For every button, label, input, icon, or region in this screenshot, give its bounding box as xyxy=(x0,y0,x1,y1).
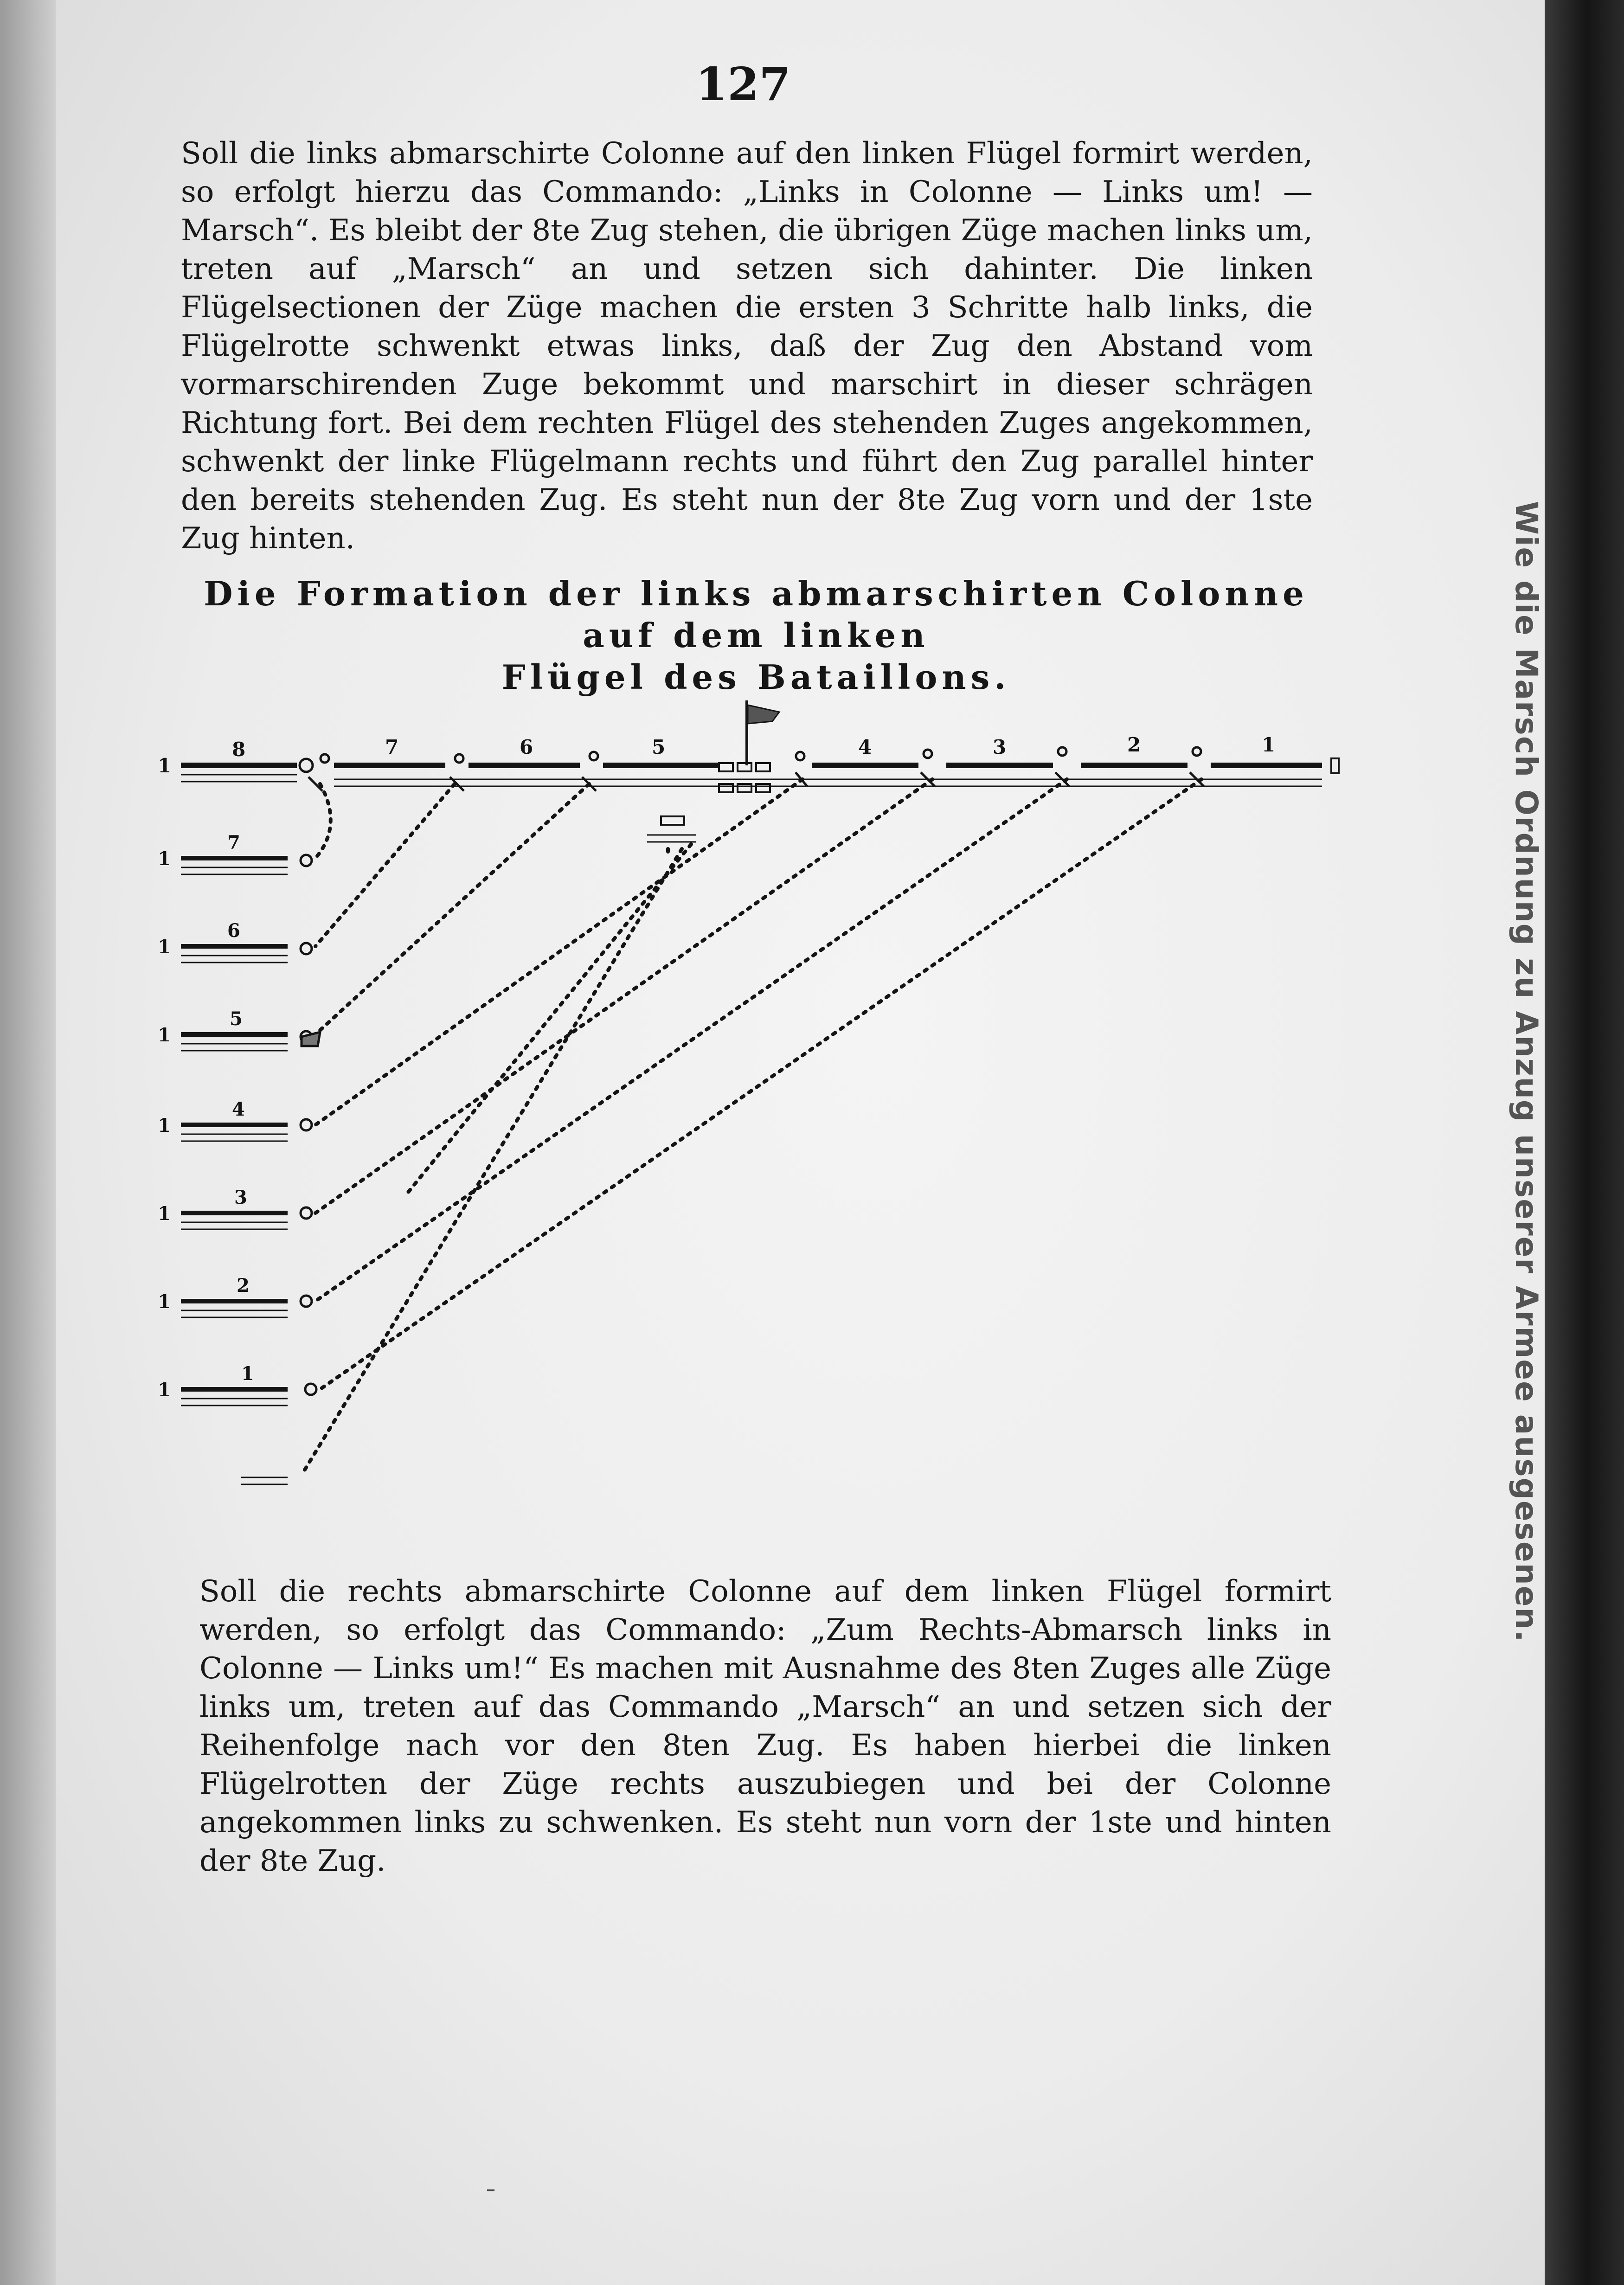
color-guard-flag xyxy=(647,700,779,842)
formation-diagram xyxy=(148,687,1401,1545)
page-speck xyxy=(487,2189,494,2191)
paragraph-2: Soll die rechts abmarschirte Colonne auf dem linken Flügel formirt werden, so erfolgt das Commando: „Zum Rechts-Abmarsch links in Colonne — Links um!“ Es machen mit Ausnahme des 8ten Zuges alle Züge links um, treten auf das Commando „Marsch“ an und setzen sich der Reihenfolge nach vor den 8ten Zug. Es haben hierbei die linken Flügelrotten der Züge rechts auszubiegen und bei der Colonne angekommen links zu schwenken. Es steht nun vorn der 1ste und hinten der 8te Zug. xyxy=(199,1574,1331,1878)
row-marker-3: 1 xyxy=(158,1203,171,1225)
top-number-6: 6 xyxy=(520,736,533,758)
bleed-through-side-text xyxy=(1508,501,1545,1647)
column-number-1: 1 xyxy=(241,1363,254,1385)
book-page xyxy=(56,0,1545,2285)
top-number-7: 7 xyxy=(385,736,399,758)
top-number-5: 5 xyxy=(652,736,666,758)
page-number: 127 xyxy=(696,58,791,111)
column-number-6: 6 xyxy=(227,920,240,942)
row-marker-6: 1 xyxy=(158,936,171,958)
side-text-faded: Wie die Marsch Ordnung zu Anzug unserer Armee ausgesenen. xyxy=(1508,501,1544,1643)
column-number-7: 7 xyxy=(227,832,240,854)
row-marker-5: 1 xyxy=(158,1024,171,1046)
row-marker-top: 1 xyxy=(158,754,172,777)
row-marker-7: 1 xyxy=(158,848,171,870)
row-marker-2: 1 xyxy=(158,1291,171,1313)
top-number-1: 1 xyxy=(1262,733,1276,756)
top-number-4: 4 xyxy=(858,736,872,758)
column-number-2: 2 xyxy=(237,1275,250,1297)
top-number-3: 3 xyxy=(993,736,1007,758)
paragraph-1: Soll die links abmarschirte Colonne auf den linken Flügel formirt werden, so erfolgt hierzu das Commando: „Links in Colonne — Links um! — Marsch“. Es bleibt der 8te Zug stehen, die übrigen Züge machen links um, treten auf „Marsch“ an und setzen sich dahinter. Die linken Flügelsectionen der Züge machen die ersten 3 Schritte halb links, die Flügelrotte schwenkt etwas links, daß der Zug den Abstand vom vormarschirenden Zuge bekommt und marschirt in dieser schrägen Richtung fort. Bei dem rechten Flügel des stehenden Zuges angekommen, schwenkt der linke Flügelmann rechts und führt den Zug parallel hinter den bereits stehenden Zug. Es steht nun der 8te Zug vorn und der 1ste Zug hinten. xyxy=(181,136,1313,556)
row-marker-1: 1 xyxy=(158,1379,171,1401)
diagram-title-line-2: Flügel des Bataillons. xyxy=(501,657,1011,697)
top-number-2: 2 xyxy=(1127,733,1141,756)
column-numbers xyxy=(158,832,254,1401)
column-number-3: 3 xyxy=(234,1187,247,1208)
column-platoons xyxy=(181,858,288,1484)
column-number-5: 5 xyxy=(230,1008,243,1030)
row-marker-4: 1 xyxy=(158,1115,171,1136)
column-number-4: 4 xyxy=(232,1098,245,1120)
top-number-8: 8 xyxy=(232,738,246,761)
march-paths xyxy=(302,779,1201,1475)
diagram-title xyxy=(195,573,1317,698)
diagram-title-line-1: Die Formation der links abmarschirten Colonne auf dem linken xyxy=(204,574,1309,655)
